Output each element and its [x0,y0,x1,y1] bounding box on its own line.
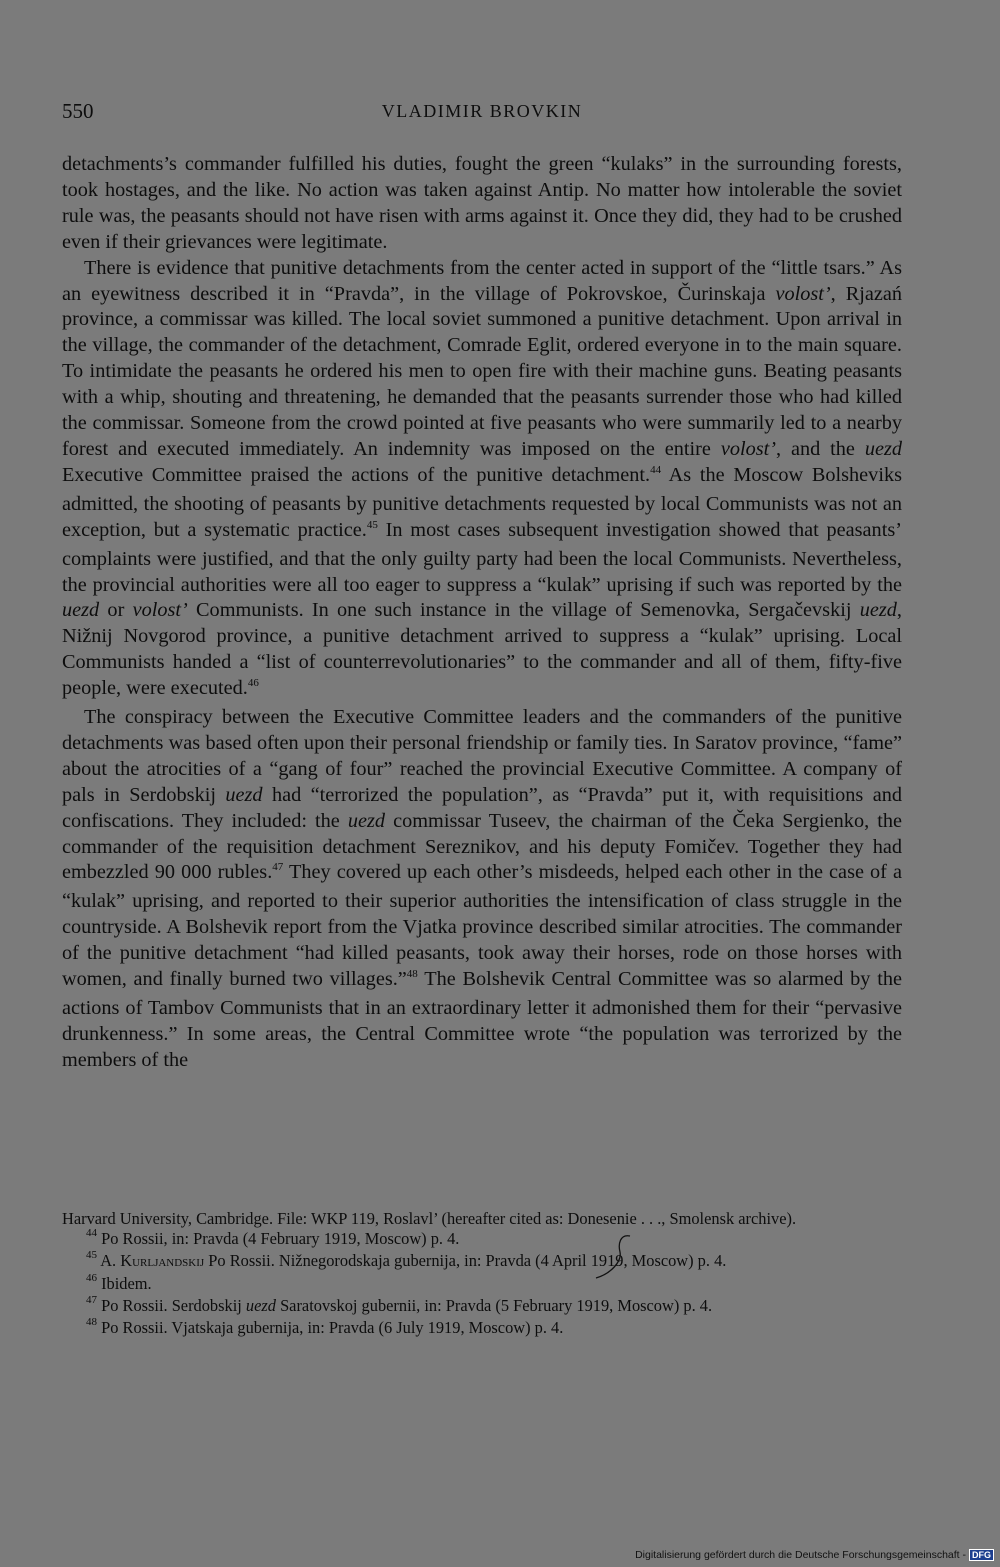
footnote-ref: 48 [86,1316,97,1329]
footnote [62,1271,902,1296]
text-run: A. [97,1251,121,1271]
italic-term: uezd [225,783,263,806]
footnote-ref: 45 [366,518,378,531]
text-run: The Bolshevik Central Committee was so alarmed by the actions of Tambov Communists that in an extraordinary letter it admonished them for their “pervasive drunkenness.” In some areas, the Central Committee wrote “the population was terrorized by the members of the [62,968,902,1071]
author-name: Kurljandskij [120,1251,205,1271]
text-run: detachments’s commander fulfilled his duties, fought the green “kulaks” in the surrounding forests, took hostages, and the like. No action was taken against Antip. No matter how intolerable the soviet rule was, the peasants should not have risen with arms against it. Once they did, they had to be crushed even if their grievances were legitimate. [62,153,902,253]
italic-term: uezd [864,437,902,460]
text-run: They covered up each other’s misdeeds, helped each other in the case of a “kulak” uprising, and reported to their superior authorities the intensification of class struggle in the countryside. A Bolshevik report from the Vjatka province described similar atrocities. The commander of the punitive detachment “had killed peasants, took away their horses, rode on those horses with women, and finally burned two villages.” [62,861,903,991]
text-run: The conspiracy between the Executive Committee leaders and the commanders of the punitive detachments was based often upon their personal friendship or family ties. In Saratov province, “fame” about the atrocities of a “gang of four” reached the provincial Executive Committee. A company of pals in Serdobskij [62,706,902,806]
text-run: Harvard University, Cambridge. File: WKP 119, Roslavl’ (hereafter cited as: Donesenie . . ., Smolensk archive). [62,1209,797,1228]
footnote [62,1229,902,1251]
paragraph [62,705,902,1074]
italic-term: volost’ [720,437,777,460]
footnote-ref: 47 [86,1293,97,1306]
page-number: 550 [62,99,94,123]
paragraph [62,256,902,705]
text-run: Executive Committee praised the actions of the punitive detachment. [62,463,651,486]
italic-term: uezd [62,599,100,622]
italic-term: uezd [859,599,897,622]
italic-term: volost’ [775,282,831,305]
footnote-ref: 44 [86,1227,97,1240]
footnote [62,1293,902,1318]
italic-term: uezd [245,1295,276,1315]
text-run: There is evidence that punitive detachments from the center acted in support of the “little tsars.” As an eyewitness described it in “Pravda”, in the village of Pokrovskoe, Čurinskaja [62,256,902,305]
main-text [62,152,902,1074]
dfg-logo: DFG [969,1549,994,1561]
footnote-ref: 46 [247,677,259,690]
footnote [62,1318,902,1340]
text-run: Ibidem. [97,1273,152,1293]
footnote-ref: 46 [86,1271,97,1284]
footnote [62,1251,902,1273]
footnote-ref: 47 [272,861,284,874]
text-run: commissar Tuseev, the chairman of the Čeka Sergienko, the commander of the requisition detachment Sereznikov, and his deputy Fomičev. Together they had embezzled 90 000 rubles. [62,809,902,884]
footnote [62,1209,902,1229]
italic-term: volost’ [132,599,188,622]
italic-term: uezd [347,809,386,832]
text-run: Po Rossii. Nižnegorodskaja gubernija, in: Pravda (4 April 1919, Moscow) p. 4. [204,1251,727,1271]
text-run: Communists. In one such instance in the village of Semenovka, Sergačevskij [187,599,860,622]
text-run: Po Rossii, in: Pravda (4 February 1919, Moscow) p. 4. [97,1229,460,1249]
dfg-credit[interactable] [635,1549,994,1561]
text-run: , Nižnij Novgorod province, a punitive detachment arrived to suppress a “kulak” uprising. Local Communists handed a “list of counterrevolutionaries” to the commander and all of them, fifty-five people, were executed. [62,599,902,700]
page-header [62,99,902,129]
text-run: Po Rossii. Serdobskij [97,1295,246,1315]
text-run: Saratovskoj gubernii, in: Pravda (5 February 1919, Moscow) p. 4. [275,1295,713,1315]
footnote-ref: 48 [406,968,418,981]
text-run: or [99,599,133,622]
text-run: In most cases subsequent investigation showed that peasants’ complaints were justified, and that the only guilty party had been the local Communists. Nevertheless, the provincial authorities were all too eager to suppress a “kulak” uprising if such was reported by the [62,518,902,596]
footnote-ref: 45 [86,1249,97,1262]
paragraph [62,152,902,256]
text-run: , and the [776,437,865,460]
dfg-credit-text: Digitalisierung gefördert durch die Deutsche Forschungsgemeinschaft - [635,1549,966,1561]
text-run: As the Moscow Bolsheviks admitted, the shooting of peasants by punitive detachments requested by local Communists was not an exception, but a systematic practice. [62,463,902,541]
text-run: , Rjazań province, a commissar was killed. The local soviet summoned a punitive detachment. Upon arrival in the village, the commander of the detachment, Comrade Eglit, ordered everyone in to the main square. To intimidate the peasants he ordered his men to open fire with their machine guns. Beating peasants with a whip, shouting and threatening, he demanded that the peasants surrender those who had killed the commissar. Someone from the crowd pointed at five peasants who were summarily led to a nearby forest and executed immediately. An indemnity was imposed on the entire [62,282,903,460]
running-title: VLADIMIR BROVKIN [381,101,583,121]
footnote-ref: 44 [650,463,662,476]
text-run: had “terrorized the population”, as “Pravda” put it, with requisitions and confiscations. They included: the [62,783,902,832]
footnotes [62,1209,902,1340]
text-run: Po Rossii. Vjatskaja gubernija, in: Pravda (6 July 1919, Moscow) p. 4. [97,1318,564,1338]
